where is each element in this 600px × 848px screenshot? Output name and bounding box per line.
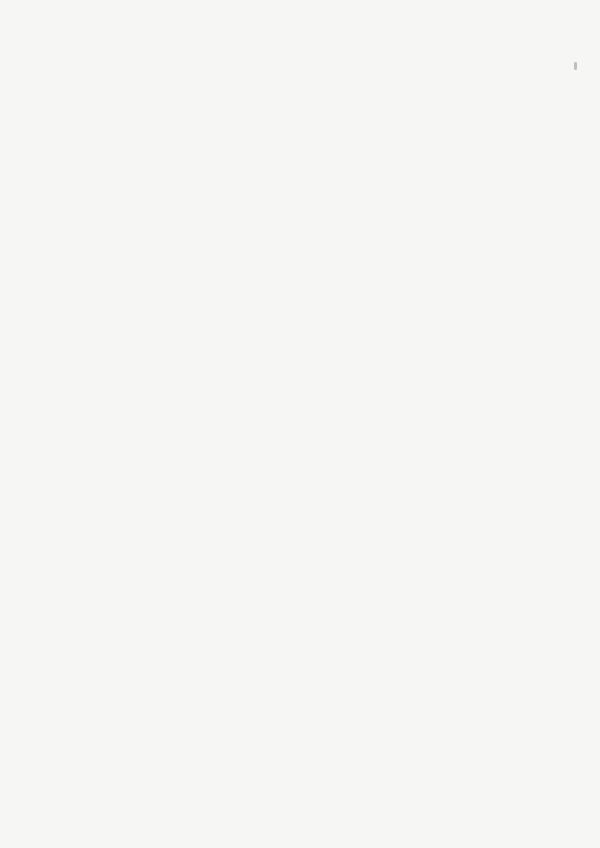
scan-mark: [574, 62, 577, 70]
